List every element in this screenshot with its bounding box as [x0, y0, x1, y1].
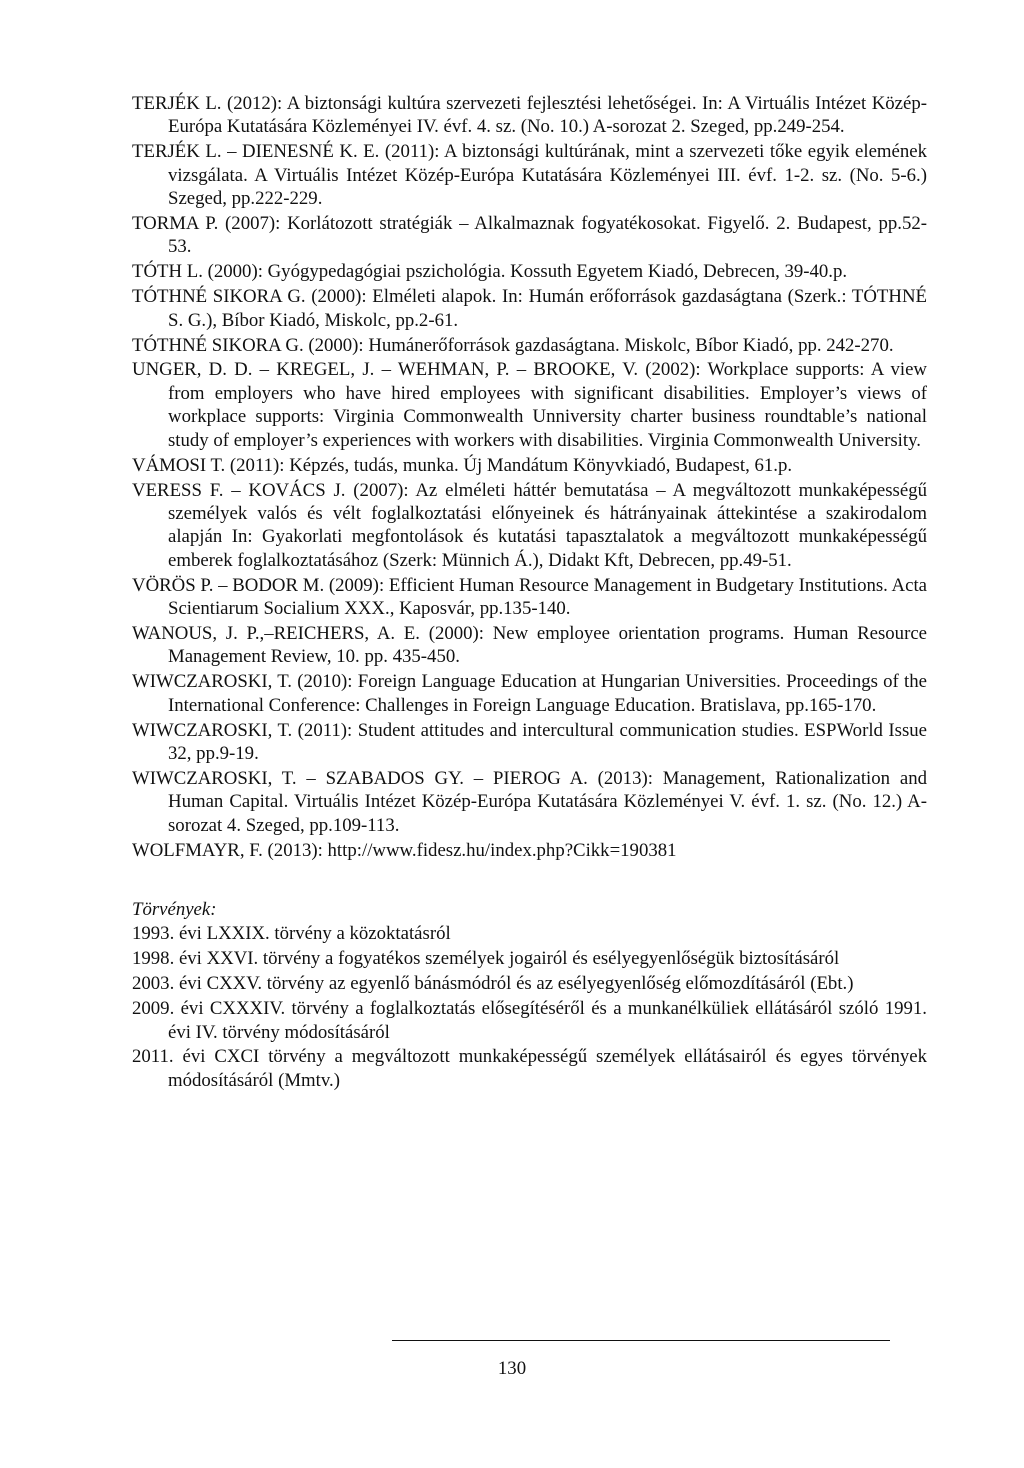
- footer-divider: [392, 1340, 890, 1341]
- reference-entry: VÖRÖS P. – BODOR M. (2009): Efficient Human Resource Management in Budgetary Institutions. Acta Scientiarum Socialium XXX., Kaposvár, pp.135-140.: [132, 574, 927, 620]
- law-entry: 1993. évi LXXIX. törvény a közoktatásról: [132, 923, 451, 945]
- page-number: 130: [497, 1358, 527, 1379]
- reference-entry: TERJÉK L. – DIENESNÉ K. E. (2011): A biztonsági kultúrának, mint a szervezeti tőke egyik elemének vizsgálata. A Virtuális Intézet Közép-Európa Kutatására Közleményei III. évf. 1-2. sz. (No. 5-6.) Szeged, pp.222-229.: [132, 141, 927, 210]
- reference-entry: VÁMOSI T. (2011): Képzés, tudás, munka. Új Mandátum Könyvkiadó, Budapest, 61.p.: [132, 454, 793, 476]
- reference-entry: TÓTH L. (2000): Gyógypedagógiai pszichológia. Kossuth Egyetem Kiadó, Debrecen, 39-40.p.: [132, 261, 848, 283]
- reference-entry: UNGER, D. D. – KREGEL, J. – WEHMAN, P. – BROOKE, V. (2002): Workplace supports: A view from employers who have hired employees with significant disabilities. Employer’s views of workplace supports: Virginia Commonwealth Unniversity charter business roundtable’s national study of employer’s experiences with workers with disabilities. Virginia Commonwealth University.: [132, 359, 927, 451]
- reference-entry: TÓTHNÉ SIKORA G. (2000): Humánerőforrások gazdaságtana. Miskolc, Bíbor Kiadó, pp. 242-270.: [132, 334, 894, 356]
- reference-entry: TÓTHNÉ SIKORA G. (2000): Elméleti alapok. In: Humán erőforrások gazdaságtana (Szerk.: TÓTHNÉ S. G.), Bíbor Kiadó, Miskolc, pp.2-61.: [132, 286, 927, 331]
- law-entry: 2003. évi CXXV. törvény az egyenlő bánásmódról és az esélyegyenlőség előmozdításáról (Ebt.): [132, 973, 854, 995]
- laws-heading: Törvények:: [132, 899, 217, 920]
- reference-entry: TORMA P. (2007): Korlátozott stratégiák – Alkalmaznak fogyatékosokat. Figyelő. 2. Budapest, pp.52-53.: [132, 213, 927, 258]
- law-entry: 2009. évi CXXXIV. törvény a foglalkoztatás elősegítéséről és a munkanélküliek ellátásáról szóló 1991. évi IV. törvény módosításáról: [132, 998, 927, 1043]
- reference-entry: WOLFMAYR, F. (2013): http://www.fidesz.hu/index.php?Cikk=190381: [132, 839, 677, 861]
- law-entry: 1998. évi XXVI. törvény a fogyatékos személyek jogairól és esélyegyenlőségük biztosításáról: [132, 948, 840, 970]
- law-entry: 2011. évi CXCI törvény a megváltozott munkaképességű személyek ellátásairól és egyes törvények módosításáról (Mmtv.): [132, 1046, 927, 1091]
- reference-entry: WIWCZAROSKI, T. – SZABADOS GY. – PIEROG A. (2013): Management, Rationalization and Human Capital. Virtuális Intézet Közép-Európa Kutatására Közleményei V. évf. 1. sz. (No. 12.) A-sorozat 4. Szeged, pp.109-113.: [132, 767, 927, 836]
- reference-list: [132, 92, 927, 1094]
- reference-entry: WANOUS, J. P.,–REICHERS, A. E. (2000): New employee orientation programs. Human Resource Management Review, 10. pp. 435-450.: [132, 622, 927, 668]
- reference-entry: WIWCZAROSKI, T. (2010): Foreign Language Education at Hungarian Universities. Proceedings of the International Conference: Challenges in Foreign Language Education. Bratislava, pp.165-170.: [132, 671, 927, 716]
- reference-entry: VERESS F. – KOVÁCS J. (2007): Az elméleti háttér bemutatása – A megváltozott munkaképességű személyek valós és vélt foglalkoztatási előnyeinek és hátrányainak áttekintése a szakirodalom alapján In: Gyakorlati megfontolások és kutatási tapasztalatok a megváltozott munkaképességű emberek foglalkoztatásához (Szerk: Münnich Á.), Didakt Kft, Debrecen, pp.49-51.: [132, 479, 927, 571]
- reference-entry: WIWCZAROSKI, T. (2011): Student attitudes and intercultural communication studies. ESPWorld Issue 32, pp.9-19.: [132, 719, 927, 764]
- reference-entry: TERJÉK L. (2012): A biztonsági kultúra szervezeti fejlesztési lehetőségei. In: A Virtuális Intézet Közép-Európa Kutatására Közleményei IV. évf. 4. sz. (No. 10.) A-sorozat 2. Szeged, pp.249-254.: [132, 93, 927, 138]
